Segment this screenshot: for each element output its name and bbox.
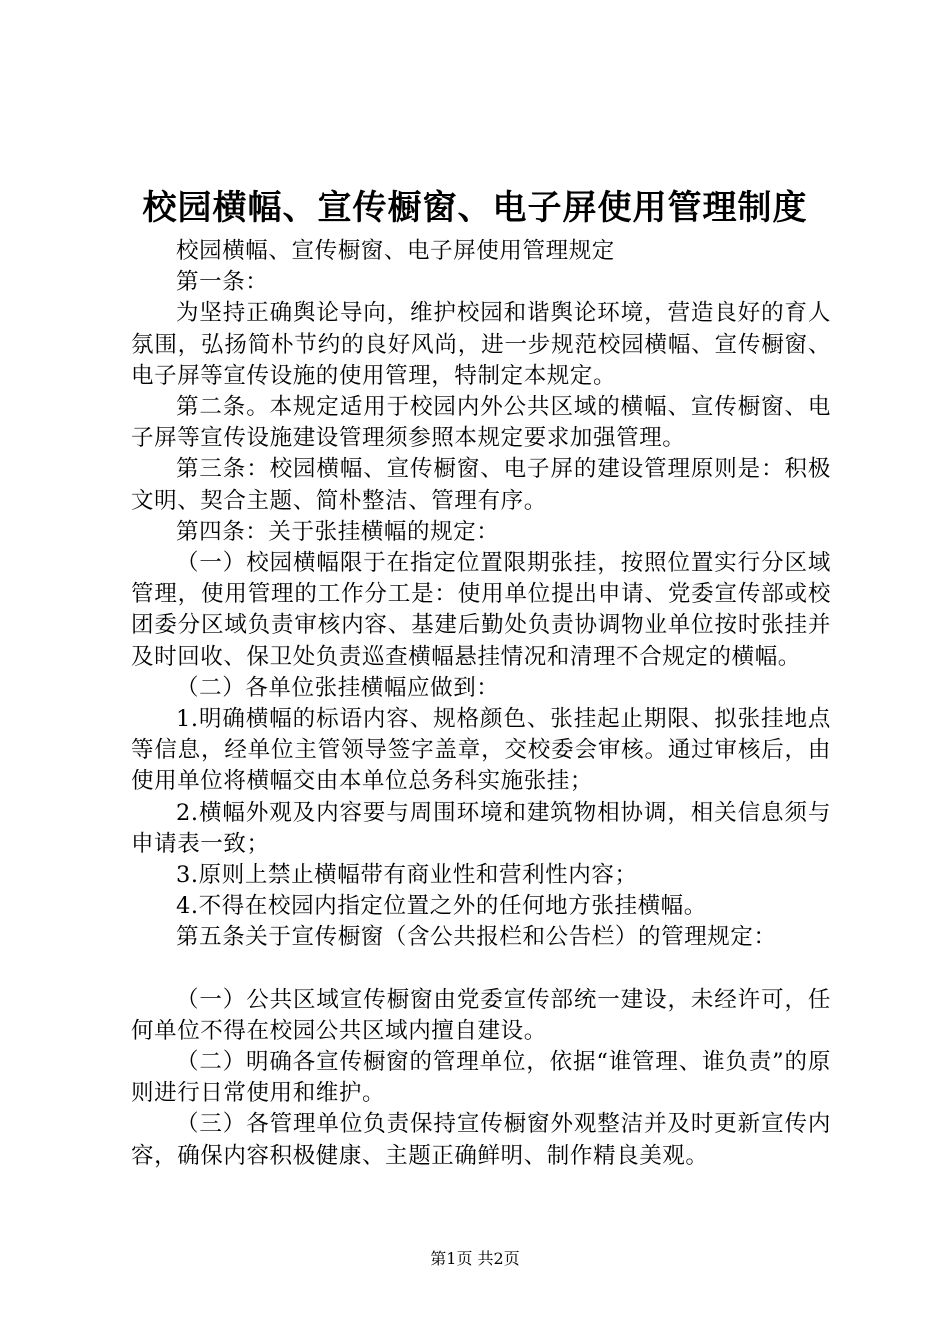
paragraph-banner-rule-2: 2.横幅外观及内容要与周围环境和建筑物相协调，相关信息须与申请表一致； [131,799,831,857]
paragraph-article-3: 第三条：校园横幅、宣传橱窗、电子屏的建设管理原则是：积极文明、契合主题、简朴整洁、管理有序。 [131,456,831,514]
paragraph-article-2: 第二条。本规定适用于校园内外公共区域的横幅、宣传橱窗、电子屏等宣传设施建设管理须参照本规定要求加强管理。 [131,394,831,452]
paragraph-subtitle: 校园横幅、宣传橱窗、电子屏使用管理规定 [176,238,615,264]
page-number-footer: 第1页 共2页 [430,1249,520,1268]
document-title: 校园横幅、宣传橱窗、电子屏使用管理制度 [142,188,808,228]
paragraph-article-5-item-1: （一）公共区域宣传橱窗由党委宣传部统一建设，未经许可，任何单位不得在校园公共区域内擅自建设。 [131,986,831,1044]
paragraph-banner-rule-4: 4.不得在校园内指定位置之外的任何地方张挂横幅。 [176,893,707,920]
paragraph-article-4-heading: 第四条：关于张挂横幅的规定： [176,518,500,545]
document-body [131,236,831,1172]
paragraph-article-4-item-1: （一）校园横幅限于在指定位置限期张挂，按照位置实行分区域管理，使用管理的工作分工是：使用单位提出申请、党委宣传部或校团委分区域负责审核内容、基建后勤处负责协调物业单位按时张挂并及时回收、保卫处负责巡查横幅悬挂情况和清理不合规定的横幅。 [131,550,831,670]
paragraph-article-4-item-2: （二）各单位张挂横幅应做到： [176,674,500,701]
paragraph-article-5-heading: 第五条关于宣传橱窗（含公共报栏和公告栏）的管理规定： [176,924,777,951]
paragraph-banner-rule-3: 3.原则上禁止横幅带有商业性和营利性内容； [176,862,638,889]
paragraph-article-5-item-2: （二）明确各宣传橱窗的管理单位，依据“谁管理、谁负责”的原则进行日常使用和维护。 [131,1049,831,1107]
paragraph-article-5-item-3: （三）各管理单位负责保持宣传橱窗外观整洁并及时更新宣传内容，确保内容积极健康、主题正确鲜明、制作精良美观。 [131,1111,831,1169]
paragraph-article-1: 为坚持正确舆论导向，维护校园和谐舆论环境，营造良好的育人氛围，弘扬简朴节约的良好风尚，进一步规范校园横幅、宣传橱窗、电子屏等宣传设施的使用管理，特制定本规定。 [131,300,831,389]
paragraph-article-1-heading: 第一条： [176,269,269,296]
paragraph-banner-rule-1: 1.明确横幅的标语内容、规格颜色、张挂起止期限、拟张挂地点等信息，经单位主管领导签字盖章，交校委会审核。通过审核后，由使用单位将横幅交由本单位总务科实施张挂； [131,706,831,795]
